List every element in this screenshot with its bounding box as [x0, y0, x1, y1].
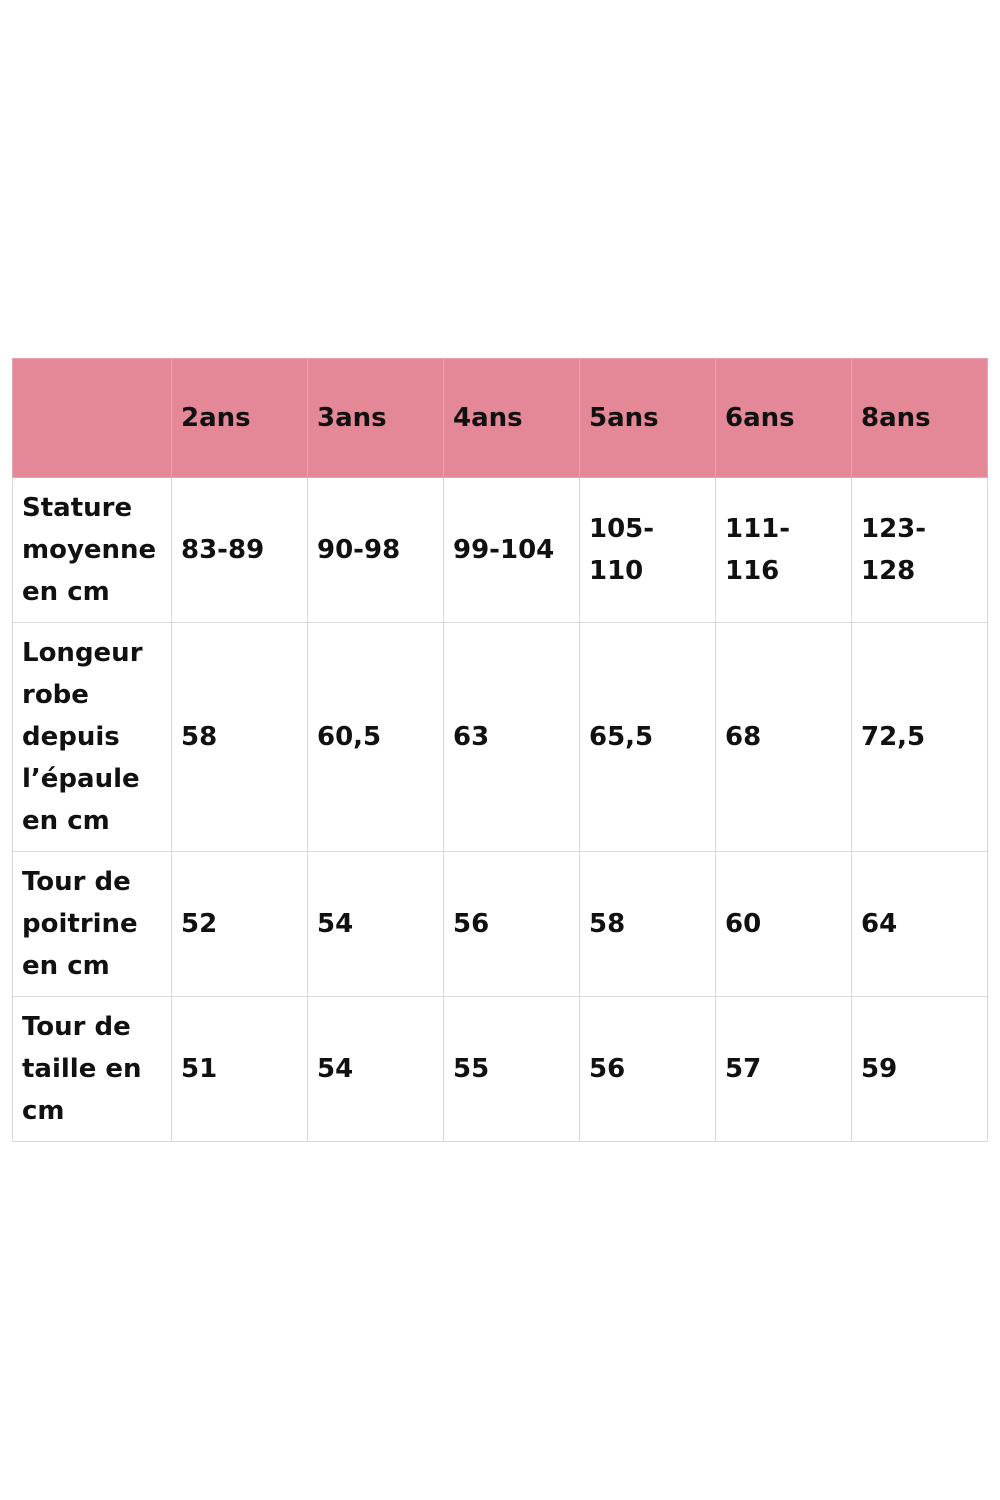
table-cell: 51	[172, 997, 308, 1142]
table-cell: 68	[716, 623, 852, 852]
header-cell-4ans: 4ans	[444, 359, 580, 478]
table-cell: 60,5	[308, 623, 444, 852]
table-row-dress-length	[13, 623, 988, 852]
table-cell: 54	[308, 997, 444, 1142]
table-cell: 58	[580, 852, 716, 997]
table-cell: 111-116	[716, 478, 852, 623]
table-cell: 63	[444, 623, 580, 852]
table-cell: 56	[444, 852, 580, 997]
table-row-stature	[13, 478, 988, 623]
table-cell: 58	[172, 623, 308, 852]
table-cell: 52	[172, 852, 308, 997]
row-label: Stature moyenne en cm	[13, 478, 172, 623]
table-row-waist	[13, 997, 988, 1142]
table-cell: 83-89	[172, 478, 308, 623]
table-cell: 123-128	[852, 478, 988, 623]
row-label: Longeur robe depuis l’épaule en cm	[13, 623, 172, 852]
table-cell: 99-104	[444, 478, 580, 623]
table-cell: 72,5	[852, 623, 988, 852]
table-row-chest	[13, 852, 988, 997]
header-cell-5ans: 5ans	[580, 359, 716, 478]
header-corner-cell	[13, 359, 172, 478]
table-cell: 64	[852, 852, 988, 997]
row-label: Tour de taille en cm	[13, 997, 172, 1142]
table-cell: 60	[716, 852, 852, 997]
table-cell: 54	[308, 852, 444, 997]
table-cell: 59	[852, 997, 988, 1142]
table-cell: 90-98	[308, 478, 444, 623]
table-cell: 56	[580, 997, 716, 1142]
table-cell: 55	[444, 997, 580, 1142]
size-chart-table	[12, 358, 988, 1142]
header-cell-8ans: 8ans	[852, 359, 988, 478]
row-label: Tour de poitrine en cm	[13, 852, 172, 997]
table-cell: 65,5	[580, 623, 716, 852]
header-cell-6ans: 6ans	[716, 359, 852, 478]
header-cell-3ans: 3ans	[308, 359, 444, 478]
table-cell: 105-110	[580, 478, 716, 623]
header-cell-2ans: 2ans	[172, 359, 308, 478]
table-cell: 57	[716, 997, 852, 1142]
header-row	[13, 359, 988, 478]
